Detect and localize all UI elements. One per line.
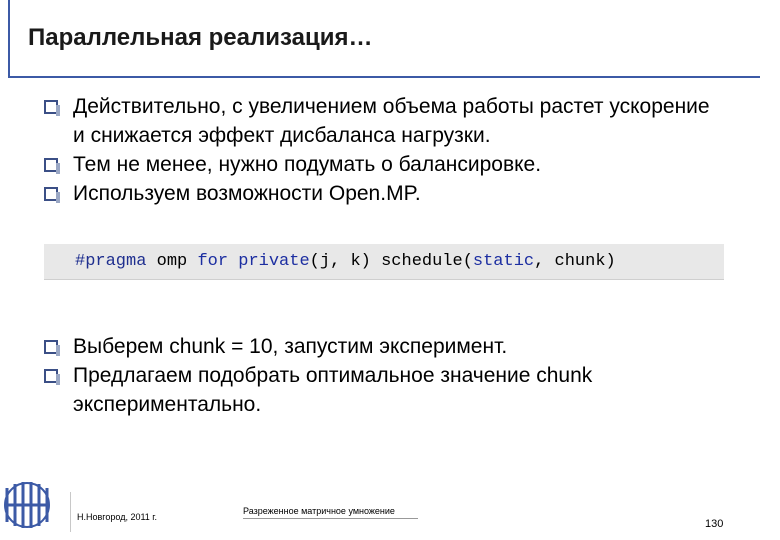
bullet-item — [0, 150, 713, 179]
square-bullet-icon — [44, 340, 58, 354]
footer-divider — [70, 492, 71, 532]
bullet-item — [0, 332, 713, 361]
square-bullet-icon — [44, 100, 58, 114]
code-text: (j, k) schedule( — [309, 252, 473, 271]
code-text: omp — [146, 252, 198, 271]
square-bullet-icon — [44, 158, 58, 172]
bullet-text: Предлагаем подобрать оптимальное значение chunk экспериментально. — [73, 364, 593, 416]
code-pragma: #pragma — [75, 252, 147, 271]
footer-topic-underline — [243, 518, 418, 519]
slide-title: Параллельная реализация… — [28, 24, 373, 51]
bullet-text: Используем возможности Open.MP. — [73, 182, 421, 205]
bullet-text: Тем не менее, нужно подумать о балансировке. — [73, 153, 542, 176]
code-block — [44, 244, 724, 280]
code-text: , chunk) — [534, 252, 616, 271]
code-keyword-for: for — [197, 252, 229, 271]
bullet-item — [0, 92, 713, 150]
code-keyword-private: private — [238, 252, 310, 271]
page-number: 130 — [705, 518, 724, 530]
square-bullet-icon — [44, 369, 58, 383]
university-logo-icon — [2, 478, 52, 532]
bullet-text: Выберем chunk = 10, запустим эксперимент. — [73, 335, 508, 358]
code-text — [228, 252, 238, 271]
bullet-item — [0, 179, 713, 208]
code-keyword-static: static — [472, 252, 535, 271]
footer-location-date: Н.Новгород, 2011 г. — [77, 512, 157, 522]
bullet-text: Действительно, с увеличением объема работы растет ускорение и снижается эффект дисбаланса нагрузки. — [73, 95, 710, 147]
footer-topic: Разреженное матричное умножение — [243, 506, 395, 516]
bullet-item — [0, 361, 713, 419]
bullet-list-bottom — [0, 332, 780, 419]
square-bullet-icon — [44, 187, 58, 201]
bullet-list-top — [0, 92, 780, 208]
